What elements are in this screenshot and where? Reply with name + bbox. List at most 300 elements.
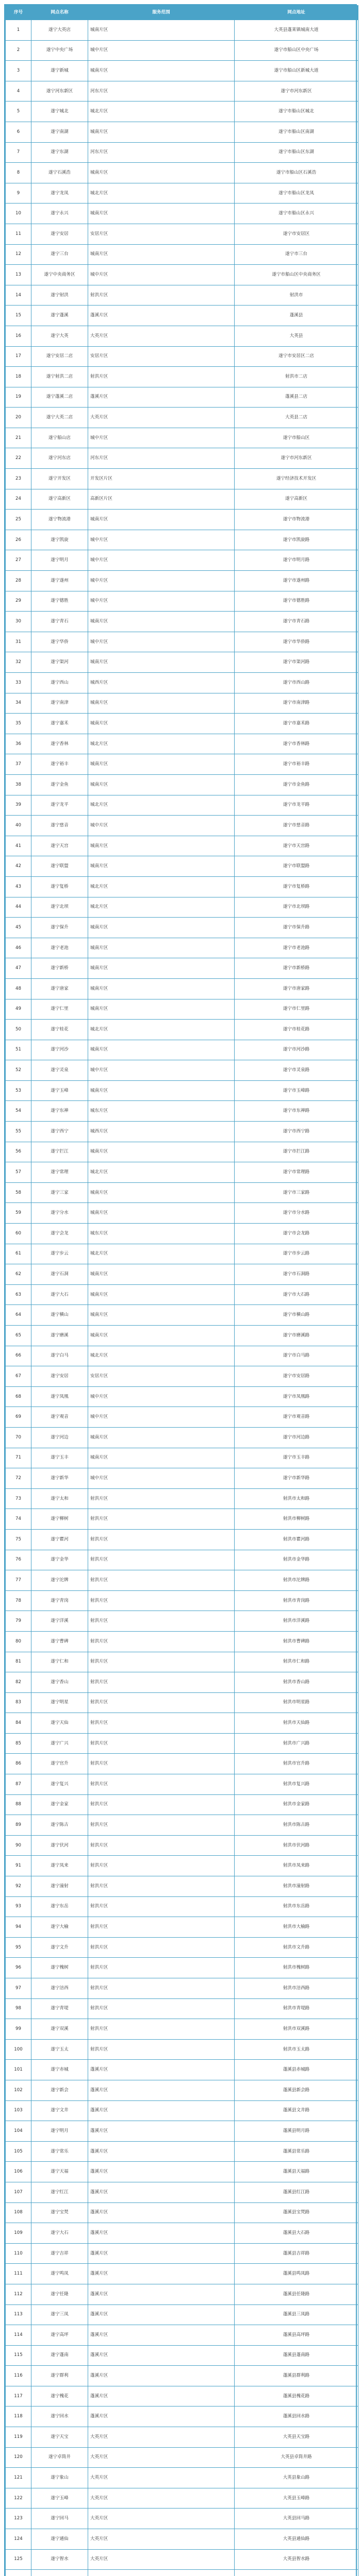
cell-address: 大英县: [235, 326, 358, 346]
cell-scope: 城南片区: [88, 612, 235, 632]
cell-address: 遂宁市灵泉路: [235, 1060, 358, 1081]
cell-no: 97: [6, 1978, 31, 1999]
cell-address: 遂宁市分水路: [235, 1203, 358, 1224]
table-row: [6, 2182, 358, 2202]
cell-name: 遂宁大石: [31, 1284, 88, 1305]
cell-address: 蓬溪县群利路: [235, 2366, 358, 2386]
cell-scope: 城中片区: [88, 550, 235, 571]
cell-scope: 射洪片区: [88, 1917, 235, 1938]
cell-address: 遂宁市天宫路: [235, 836, 358, 856]
cell-address: 遂宁市龙平路: [235, 795, 358, 816]
cell-name: 遂宁宝梵: [31, 2202, 88, 2223]
cell-address: 遂宁市会龙路: [235, 1224, 358, 1244]
cell-no: 60: [6, 1224, 31, 1244]
cell-name: 遂宁射洪二店: [31, 367, 88, 387]
cell-no: 64: [6, 1305, 31, 1326]
cell-name: 遂宁红江: [31, 2182, 88, 2202]
table-row: [6, 1672, 358, 1693]
table-row: [6, 367, 358, 387]
cell-address: 遂宁市联盟路: [235, 856, 358, 877]
table-row: [6, 897, 358, 918]
cell-scope: 城中片区: [88, 1407, 235, 1428]
cell-address: 遂宁市遂州路: [235, 571, 358, 591]
cell-no: 2: [6, 40, 31, 61]
cell-no: 9: [6, 183, 31, 204]
cell-address: 遂宁市凤凰路: [235, 1386, 358, 1407]
table-row: [6, 1264, 358, 1285]
cell-name: 遂宁槐花: [31, 2386, 88, 2406]
table-row: [6, 918, 358, 938]
cell-scope: 城南片区: [88, 918, 235, 938]
cell-scope: 高新区片区: [88, 489, 235, 510]
cell-scope: 射洪片区: [88, 1937, 235, 1958]
cell-name: 遂宁金鱼: [31, 774, 88, 795]
cell-name: 遂宁香林: [31, 734, 88, 754]
cell-name: 遂宁槐树: [31, 1958, 88, 1978]
cell-address: 遂宁市白马路: [235, 1346, 358, 1366]
table-row: [6, 1835, 358, 1856]
cell-address: 遂宁市南津路: [235, 693, 358, 714]
cell-no: 54: [6, 1101, 31, 1122]
cell-scope: 城南片区: [88, 774, 235, 795]
cell-address: 射洪市复兴路: [235, 1774, 358, 1795]
table-row: [6, 1529, 358, 1550]
cell-address: 射洪市金家路: [235, 1794, 358, 1815]
cell-scope: 蓬溪片区: [88, 2182, 235, 2202]
table-row: [6, 2386, 358, 2406]
cell-address: 遂宁市船山区城北: [235, 101, 358, 122]
table-row: [6, 652, 358, 673]
table-row: [6, 101, 358, 122]
cell-name: 遂宁三家: [31, 1182, 88, 1203]
cell-no: 16: [6, 326, 31, 346]
table-row: [6, 2488, 358, 2509]
cell-address: 射洪市明星路: [235, 1692, 358, 1713]
cell-name: 遂宁香山: [31, 1672, 88, 1693]
cell-no: 14: [6, 285, 31, 306]
table-row: [6, 40, 358, 61]
table-row: [6, 2223, 358, 2244]
cell-no: 48: [6, 978, 31, 999]
cell-scope: 射洪片区: [88, 1692, 235, 1713]
cell-no: [6, 2570, 31, 2576]
table-row: [6, 1162, 358, 1183]
cell-no: 24: [6, 489, 31, 510]
cell-no: 20: [6, 408, 31, 428]
cell-no: 66: [6, 1346, 31, 1366]
cell-no: 105: [6, 2141, 31, 2162]
table-row: [6, 244, 358, 265]
cell-no: 55: [6, 1122, 31, 1142]
cell-address: 遂宁市西宁路: [235, 1122, 358, 1142]
table-row: [6, 2141, 358, 2162]
cell-no: 19: [6, 387, 31, 408]
cell-name: 遂宁凤凰: [31, 1386, 88, 1407]
table-row: [6, 938, 358, 958]
cell-name: 遂宁东湖: [31, 142, 88, 163]
cell-no: 92: [6, 1876, 31, 1897]
cell-name: 遂宁群利: [31, 2366, 88, 2386]
table-row: [6, 163, 358, 183]
cell-no: 82: [6, 1672, 31, 1693]
cell-no: 103: [6, 2100, 31, 2121]
cell-scope: 城北片区: [88, 1162, 235, 1183]
cell-name: 遂宁玉丰: [31, 1448, 88, 1468]
table-row: [6, 122, 358, 142]
cell-name: 遂宁西山: [31, 673, 88, 693]
cell-address: 蓬溪县红江路: [235, 2182, 358, 2202]
cell-name: 遂宁陈古: [31, 1815, 88, 1836]
cell-name: 遂宁太和: [31, 1488, 88, 1509]
cell-address: 射洪市金华路: [235, 1550, 358, 1570]
cell-scope: 蓬溪片区: [88, 2284, 235, 2304]
table-row: [6, 1366, 358, 1387]
cell-address: 大英县天宝路: [235, 2427, 358, 2448]
cell-no: 4: [6, 81, 31, 101]
cell-address: 射洪市官升路: [235, 1754, 358, 1774]
table-row: [6, 1876, 358, 1897]
cell-scope: 城南片区: [88, 1448, 235, 1468]
cell-address: 遂宁市安居区: [235, 224, 358, 244]
cell-scope: 城中片区: [88, 1468, 235, 1489]
cell-address: [235, 2570, 358, 2576]
cell-scope: 射洪片区: [88, 1529, 235, 1550]
cell-no: 42: [6, 856, 31, 877]
header-name: 网点名称: [31, 6, 88, 20]
table-row: [6, 1958, 358, 1978]
cell-scope: 射洪片区: [88, 1713, 235, 1734]
cell-address: 遂宁市东禅路: [235, 1101, 358, 1122]
cell-no: 116: [6, 2366, 31, 2386]
cell-no: 58: [6, 1182, 31, 1203]
table-row: [6, 795, 358, 816]
cell-name: 遂宁物流港: [31, 510, 88, 530]
cell-no: 118: [6, 2406, 31, 2427]
cell-address: 射洪市伏河路: [235, 1835, 358, 1856]
cell-no: 11: [6, 224, 31, 244]
cell-name: 遂宁龙凤: [31, 183, 88, 204]
table-row: [6, 1754, 358, 1774]
cell-address: 蓬溪县: [235, 306, 358, 326]
cell-address: 遂宁市船山区中央广场: [235, 40, 358, 61]
cell-name: 遂宁大石: [31, 2223, 88, 2244]
cell-no: 108: [6, 2202, 31, 2223]
cell-scope: 大英片区: [88, 2509, 235, 2529]
cell-scope: 射洪片区: [88, 1958, 235, 1978]
table-row: [6, 2080, 358, 2100]
cell-no: 46: [6, 938, 31, 958]
table-row: [6, 448, 358, 469]
table-row: [6, 1509, 358, 1530]
cell-address: 大英县通仙路: [235, 2529, 358, 2550]
cell-name: 遂宁河沙: [31, 1040, 88, 1060]
cell-name: 遂宁青岗: [31, 1590, 88, 1611]
cell-scope: 射洪片区: [88, 367, 235, 387]
cell-no: 25: [6, 510, 31, 530]
table-row: [6, 1998, 358, 2019]
cell-no: 114: [6, 2325, 31, 2346]
cell-scope: 城北片区: [88, 101, 235, 122]
cell-no: 91: [6, 1856, 31, 1876]
cell-no: 111: [6, 2264, 31, 2284]
cell-scope: 射洪片区: [88, 1978, 235, 1999]
cell-name: 遂宁横山: [31, 1305, 88, 1326]
cell-no: 72: [6, 1468, 31, 1489]
cell-address: 遂宁市西山路: [235, 673, 358, 693]
table-row: [6, 1733, 358, 1754]
cell-name: 遂宁天宝: [31, 2427, 88, 2448]
cell-no: 89: [6, 1815, 31, 1836]
cell-scope: 蓬溪片区: [88, 2080, 235, 2100]
table-row: [6, 1590, 358, 1611]
cell-address: 遂宁市河边路: [235, 1427, 358, 1448]
cell-name: 遂宁拦江: [31, 1142, 88, 1162]
network-table: [5, 5, 358, 2576]
cell-address: 大英县智水路: [235, 2549, 358, 2570]
cell-address: 蓬溪县吉祥路: [235, 2243, 358, 2264]
table-row: [6, 183, 358, 204]
cell-address: 射洪市东岳路: [235, 1896, 358, 1917]
table-row: [6, 2060, 358, 2080]
cell-no: 61: [6, 1244, 31, 1264]
table-header-row: [6, 6, 358, 20]
cell-address: 遂宁市磨溪路: [235, 1326, 358, 1346]
cell-no: 69: [6, 1407, 31, 1428]
cell-name: 遂宁嘉禾: [31, 714, 88, 734]
cell-address: 蓬溪县明月路: [235, 2121, 358, 2142]
table-row: [6, 978, 358, 999]
cell-no: 23: [6, 469, 31, 489]
cell-scope: 射洪片区: [88, 1754, 235, 1774]
cell-address: 射洪市洋溪路: [235, 1611, 358, 1632]
table-row: [6, 2406, 358, 2427]
cell-scope: 城中片区: [88, 530, 235, 550]
table-row: [6, 999, 358, 1020]
table-row: [6, 2447, 358, 2468]
table-row: [6, 2325, 358, 2346]
cell-name: 遂宁洋溪: [31, 1611, 88, 1632]
cell-name: 遂宁凯旋: [31, 530, 88, 550]
table-row: [6, 1101, 358, 1122]
cell-name: 遂宁复桥: [31, 876, 88, 897]
cell-address: 遂宁市唐家路: [235, 978, 358, 999]
cell-scope: 城北片区: [88, 876, 235, 897]
cell-no: 21: [6, 428, 31, 448]
cell-name: 遂宁潼射: [31, 1876, 88, 1897]
cell-name: 遂宁鸣凤: [31, 2264, 88, 2284]
cell-scope: 蓬溪片区: [88, 2366, 235, 2386]
cell-name: 遂宁射洪: [31, 285, 88, 306]
cell-name: 遂宁大英: [31, 326, 88, 346]
cell-no: 56: [6, 1142, 31, 1162]
cell-name: 遂宁新会: [31, 2080, 88, 2100]
cell-scope: 城南片区: [88, 1080, 235, 1101]
header-scope: 服务范围: [88, 6, 235, 20]
cell-name: 遂宁会龙: [31, 1224, 88, 1244]
table-row: [6, 2509, 358, 2529]
cell-name: 遂宁仁和: [31, 1652, 88, 1672]
cell-no: 102: [6, 2080, 31, 2100]
table-row: [6, 204, 358, 224]
cell-address: 射洪市广兴路: [235, 1733, 358, 1754]
cell-name: 遂宁分水: [31, 1203, 88, 1224]
cell-no: 38: [6, 774, 31, 795]
cell-address: 蓬溪县三凤路: [235, 2304, 358, 2325]
cell-scope: 射洪片区: [88, 1590, 235, 1611]
cell-scope: 安居片区: [88, 346, 235, 367]
cell-address: 射洪市玉太路: [235, 2039, 358, 2060]
table-row: [6, 876, 358, 897]
cell-no: 74: [6, 1509, 31, 1530]
cell-name: 遂宁赤城: [31, 2060, 88, 2080]
table-row: [6, 1713, 358, 1734]
cell-scope: 城南片区: [88, 1142, 235, 1162]
cell-address: 遂宁市石洞路: [235, 1264, 358, 1285]
cell-no: 17: [6, 346, 31, 367]
cell-name: 遂宁仁里: [31, 999, 88, 1020]
cell-no: 43: [6, 876, 31, 897]
cell-scope: 城东片区: [88, 1224, 235, 1244]
cell-no: 122: [6, 2488, 31, 2509]
cell-name: 遂宁曹碑: [31, 1631, 88, 1652]
cell-no: 107: [6, 2182, 31, 2202]
cell-no: 119: [6, 2427, 31, 2448]
cell-no: 57: [6, 1162, 31, 1183]
table-row: [6, 1937, 358, 1958]
cell-scope: 城北片区: [88, 734, 235, 754]
cell-address: 遂宁高新区: [235, 489, 358, 510]
table-row: [6, 489, 358, 510]
cell-name: 遂宁渠河: [31, 652, 88, 673]
cell-address: 蓬溪县赤城路: [235, 2060, 358, 2080]
table-row: [6, 1386, 358, 1407]
table-row: [6, 408, 358, 428]
cell-scope: 城西片区: [88, 1122, 235, 1142]
cell-address: 遂宁市渠河路: [235, 652, 358, 673]
cell-name: 遂宁西宁: [31, 1122, 88, 1142]
table-row: [6, 1203, 358, 1224]
cell-no: 95: [6, 1937, 31, 1958]
table-row: [6, 2019, 358, 2040]
cell-no: 34: [6, 693, 31, 714]
table-row: [6, 2345, 358, 2366]
table-row: [6, 550, 358, 571]
cell-no: 112: [6, 2284, 31, 2304]
cell-scope: 射洪片区: [88, 2039, 235, 2060]
cell-name: 遂宁玉峰: [31, 2488, 88, 2509]
cell-address: 蓬溪县回水路: [235, 2406, 358, 2427]
table-row: [6, 1896, 358, 1917]
cell-name: 遂宁石洞: [31, 1264, 88, 1285]
table-row: [6, 1080, 358, 1101]
cell-no: 65: [6, 1326, 31, 1346]
cell-name: 遂宁安居: [31, 1366, 88, 1387]
cell-scope: 射洪片区: [88, 1835, 235, 1856]
cell-address: 遂宁市船山区永兴: [235, 204, 358, 224]
table-row: [6, 1020, 358, 1040]
cell-name: 遂宁回水: [31, 2406, 88, 2427]
cell-scope: 射洪片区: [88, 285, 235, 306]
cell-name: 遂宁联盟: [31, 856, 88, 877]
cell-name: 遂宁常乐: [31, 2141, 88, 2162]
cell-name: 遂宁涪西: [31, 1978, 88, 1999]
cell-address: 蓬溪县二店: [235, 387, 358, 408]
cell-address: 遂宁市金鱼路: [235, 774, 358, 795]
cell-scope: 蓬溪片区: [88, 2325, 235, 2346]
table-row: [6, 1815, 358, 1836]
cell-scope: 蓬溪片区: [88, 2162, 235, 2182]
cell-address: 遂宁市安居区二店: [235, 346, 358, 367]
cell-address: 遂宁市步云路: [235, 1244, 358, 1264]
cell-address: 射洪市凤来路: [235, 1856, 358, 1876]
cell-no: 96: [6, 1958, 31, 1978]
table-row: [6, 1346, 358, 1366]
cell-name: 遂宁伏河: [31, 1835, 88, 1856]
cell-scope: 城西片区: [88, 673, 235, 693]
cell-no: 44: [6, 897, 31, 918]
cell-no: 87: [6, 1774, 31, 1795]
cell-scope: 城南片区: [88, 163, 235, 183]
cell-address: 射洪市文升路: [235, 1937, 358, 1958]
cell-name: 遂宁玉太: [31, 2039, 88, 2060]
cell-no: 124: [6, 2529, 31, 2550]
cell-no: 62: [6, 1264, 31, 1285]
cell-no: 37: [6, 754, 31, 775]
cell-no: 33: [6, 673, 31, 693]
cell-address: 蓬溪县鸣凤路: [235, 2264, 358, 2284]
cell-scope: 城南片区: [88, 938, 235, 958]
table-row: [6, 81, 358, 101]
table-row: [6, 2100, 358, 2121]
cell-scope: 蓬溪片区: [88, 2264, 235, 2284]
cell-address: 蓬溪县文井路: [235, 2100, 358, 2121]
cell-address: 遂宁市青石路: [235, 612, 358, 632]
cell-no: 59: [6, 1203, 31, 1224]
table-row: [6, 734, 358, 754]
cell-scope: 城中片区: [88, 816, 235, 836]
cell-address: 遂宁市保升路: [235, 918, 358, 938]
cell-scope: 射洪片区: [88, 1794, 235, 1815]
cell-scope: 城南片区: [88, 958, 235, 979]
table-row: [6, 1407, 358, 1428]
cell-name: 遂宁蓬溪: [31, 306, 88, 326]
cell-scope: 城南片区: [88, 244, 235, 265]
table-row: [6, 2162, 358, 2182]
table-row: [6, 2304, 358, 2325]
cell-no: 47: [6, 958, 31, 979]
cell-scope: 城北片区: [88, 1244, 235, 1264]
cell-name: 遂宁凤来: [31, 1856, 88, 1876]
cell-address: 遂宁市船山区南湖: [235, 122, 358, 142]
cell-address: 遂宁市新华路: [235, 1468, 358, 1489]
cell-scope: 大英片区: [88, 2468, 235, 2488]
table-row: [6, 1284, 358, 1305]
cell-scope: 安居片区: [88, 224, 235, 244]
cell-name: 遂宁新城: [31, 61, 88, 81]
cell-scope: 蓬溪片区: [88, 306, 235, 326]
table-row: [6, 530, 358, 550]
cell-scope: 城南片区: [88, 1305, 235, 1326]
cell-no: 83: [6, 1692, 31, 1713]
cell-no: 67: [6, 1366, 31, 1387]
cell-no: 29: [6, 591, 31, 612]
cell-scope: 城中片区: [88, 265, 235, 285]
cell-name: 遂宁明月: [31, 550, 88, 571]
table-body: [6, 20, 358, 2576]
cell-scope: 城南片区: [88, 61, 235, 81]
cell-no: 98: [6, 1998, 31, 2019]
cell-name: 遂宁城北: [31, 101, 88, 122]
